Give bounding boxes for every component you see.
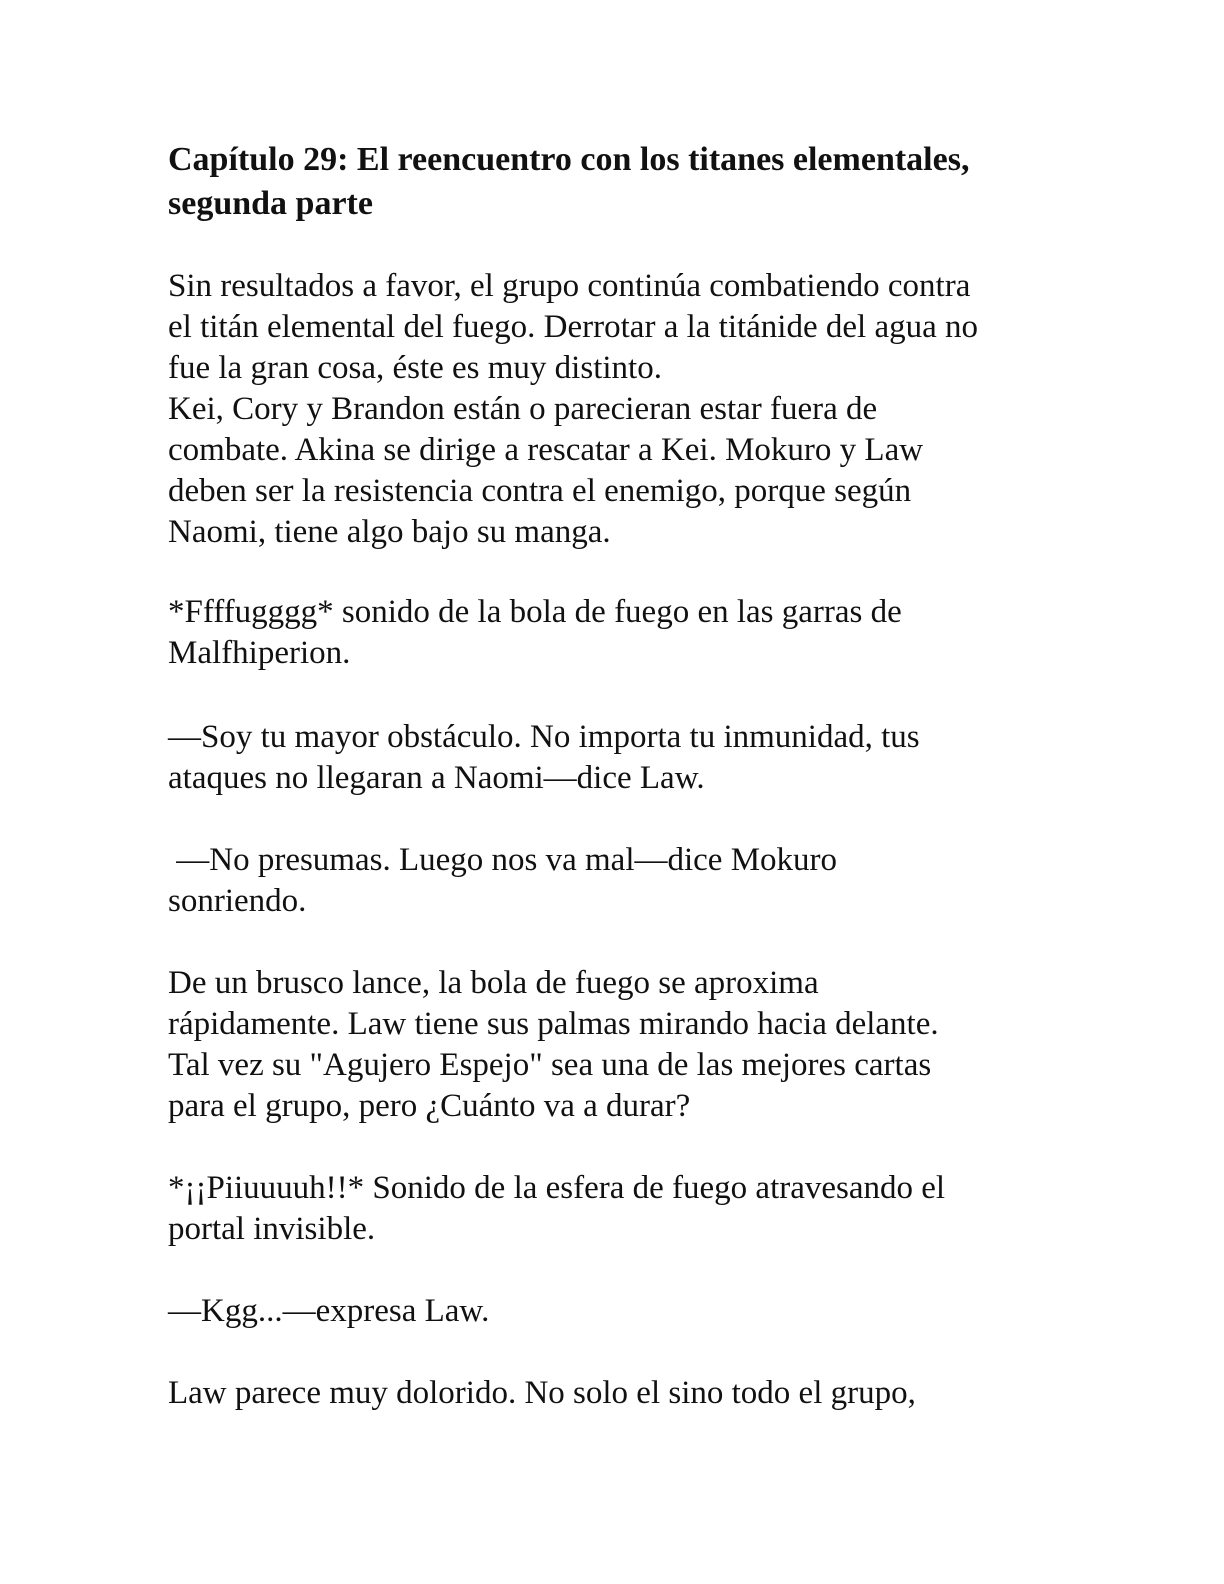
text-line: Kei, Cory y Brandon están o parecieran estar fuera de: [168, 391, 878, 427]
chapter-title-line: segunda parte: [168, 185, 373, 222]
paragraph-opening: [168, 266, 1068, 553]
text-line: combate. Akina se dirige a rescatar a Kei. Mokuro y Law: [168, 432, 924, 468]
chapter-title-line: Capítulo 29: El reencuentro con los titanes elementales,: [168, 141, 970, 178]
text-line: Naomi, tiene algo bajo su manga.: [168, 514, 611, 550]
paragraph-dialogue-mokuro: [168, 840, 1068, 922]
paragraph-dialogue-law: [168, 1291, 1068, 1332]
text-line: *¡¡Piiuuuuh!!* Sonido de la esfera de fuego atravesando el: [168, 1170, 946, 1206]
text-line: De un brusco lance, la bola de fuego se aproxima: [168, 965, 819, 1001]
paragraph-narration: [168, 1373, 1068, 1414]
text-line: *Ffffugggg* sonido de la bola de fuego en las garras de: [168, 594, 902, 630]
text-line: —Kgg...—expresa Law.: [168, 1293, 490, 1329]
paragraph-sound-effect: [168, 1168, 1068, 1250]
text-line: el titán elemental del fuego. Derrotar a la titánide del agua no: [168, 309, 978, 345]
text-line: portal invisible.: [168, 1211, 376, 1247]
paragraph-narration: [168, 963, 1068, 1127]
text-line: Malfhiperion.: [168, 635, 351, 671]
chapter-title: [168, 138, 1068, 226]
text-line: Sin resultados a favor, el grupo continúa combatiendo contra: [168, 268, 971, 304]
text-line: fue la gran cosa, éste es muy distinto.: [168, 350, 662, 386]
paragraph-dialogue-law: [168, 717, 1068, 799]
text-line: Tal vez su "Agujero Espejo" sea una de las mejores cartas: [168, 1047, 932, 1083]
text-line: —No presumas. Luego nos va mal—dice Mokuro: [168, 842, 838, 878]
text-line: Law parece muy dolorido. No solo el sino todo el grupo,: [168, 1375, 916, 1411]
text-line: sonriendo.: [168, 883, 307, 919]
text-line: ataques no llegaran a Naomi—dice Law.: [168, 760, 705, 796]
text-line: deben ser la resistencia contra el enemigo, porque según: [168, 473, 912, 509]
text-line: —Soy tu mayor obstáculo. No importa tu inmunidad, tus: [168, 719, 920, 755]
text-line: para el grupo, pero ¿Cuánto va a durar?: [168, 1088, 691, 1124]
text-line: rápidamente. Law tiene sus palmas mirando hacia delante.: [168, 1006, 939, 1042]
paragraph-sound-effect: [168, 592, 1068, 674]
